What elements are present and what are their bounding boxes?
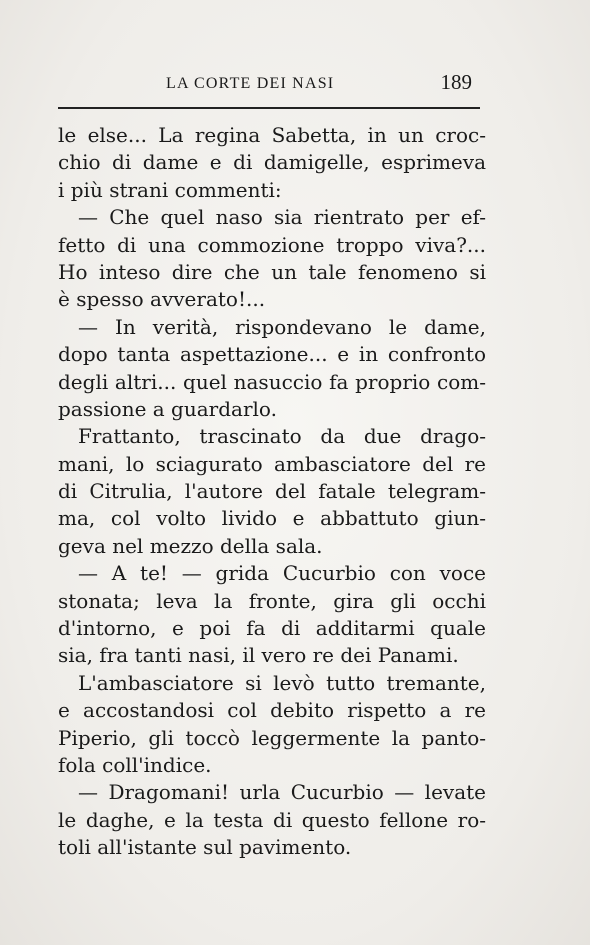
running-title: LA CORTE DEI NASI [166, 75, 335, 92]
text-line: chio di dame e di damigelle, esprimeva [58, 150, 486, 175]
text-line: fola coll'indice. [58, 752, 212, 777]
text-line: — Dragomani! urla Cucurbio — levate [78, 780, 486, 805]
header-rule [58, 107, 480, 109]
text-line: sia, fra tanti nasi, il vero re dei Panami. [58, 643, 459, 668]
page-header [58, 71, 478, 97]
text-line: — A te! — grida Cucurbio con voce [78, 561, 486, 586]
text-line: è spesso avverato!... [58, 287, 266, 312]
text-line: ma, col volto livido e abbattuto giun- [58, 506, 486, 531]
text-line: d'intorno, e poi fa di additarmi quale [58, 616, 486, 641]
page-number: 189 [440, 70, 472, 94]
text-line: e accostandosi col debito rispetto a re [58, 698, 486, 723]
text-line: passione a guardarlo. [58, 396, 277, 421]
text-line: — Che quel naso sia rientrato per ef- [78, 205, 486, 230]
text-line: le else... La regina Sabetta, in un croc- [58, 123, 486, 147]
text-line: Ho inteso dire che un tale fenomeno si [58, 259, 486, 284]
text-line: i più strani commenti: [58, 177, 282, 202]
text-line: stonata; leva la fronte, gira gli occhi [58, 588, 486, 613]
text-line: degli altri... quel nasuccio fa proprio com- [58, 369, 486, 394]
text-line: mani, lo sciagurato ambasciatore del re [58, 451, 486, 476]
text-line: toli all'istante sul pavimento. [58, 835, 352, 860]
text-line: — In verità, rispondevano le dame, [78, 314, 486, 339]
text-line: dopo tanta aspettazione... e in confronto [58, 342, 486, 367]
text-line: Piperio, gli toccò leggermente la panto- [58, 725, 486, 750]
text-line: geva nel mezzo della sala. [58, 533, 323, 558]
text-line: di Citrulia, l'autore del fatale telegram- [58, 479, 486, 504]
text-line: fetto di una commozione troppo viva?... [58, 232, 486, 257]
text-line: L'ambasciatore si levò tutto tremante, [78, 670, 486, 695]
text-line: Frattanto, trascinato da due drago- [78, 424, 486, 449]
text-line: le daghe, e la testa di questo fellone ro- [58, 807, 486, 832]
body-text [58, 122, 486, 862]
